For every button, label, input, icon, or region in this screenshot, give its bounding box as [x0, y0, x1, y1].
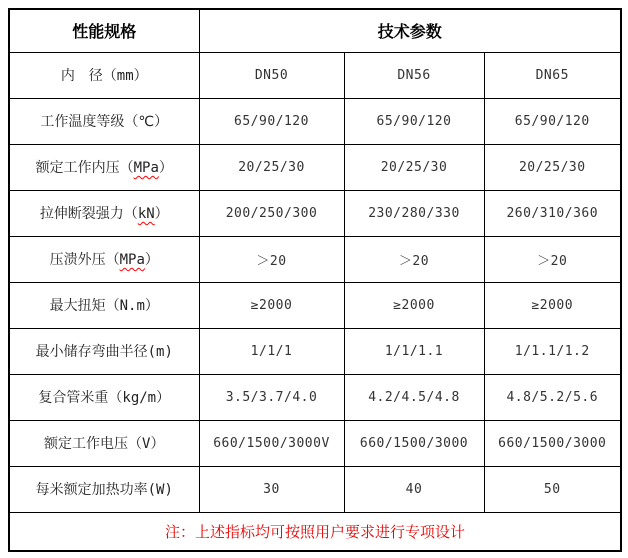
value-dn56: 230/280/330 — [344, 190, 484, 236]
value-dn56: 40 — [344, 466, 484, 512]
value-dn56: 4.2/4.5/4.8 — [344, 374, 484, 420]
value-dn56: 20/25/30 — [344, 144, 484, 190]
value-dn50: 200/250/300 — [199, 190, 344, 236]
table-header-row — [9, 9, 621, 52]
value-dn50: ＞20 — [199, 236, 344, 282]
unit-with-spellcheck-underline: MPa — [133, 160, 159, 176]
value-dn65: DN65 — [484, 52, 621, 98]
row-label: 最大扭矩（N.m） — [9, 282, 199, 328]
table-row-tensile-break-strength — [9, 190, 621, 236]
value-dn50: ≥2000 — [199, 282, 344, 328]
row-label: 内 径（mm） — [9, 52, 199, 98]
value-dn56: 660/1500/3000 — [344, 420, 484, 466]
label-text: ） — [144, 252, 159, 268]
table-row-rated-voltage — [9, 420, 621, 466]
value-dn65: 260/310/360 — [484, 190, 621, 236]
table-row-crush-pressure — [9, 236, 621, 282]
row-label — [9, 190, 199, 236]
value-dn50: 30 — [199, 466, 344, 512]
value-dn65: 65/90/120 — [484, 98, 621, 144]
value-dn65: 50 — [484, 466, 621, 512]
note-text: 注：上述指标均可按照用户要求进行专项设计 — [9, 512, 621, 551]
value-dn56: ≥2000 — [344, 282, 484, 328]
label-text: ） — [158, 160, 173, 176]
row-label: 最小储存弯曲半径(m) — [9, 328, 199, 374]
label-text: ） — [154, 206, 169, 222]
unit-with-spellcheck-underline: MPa — [119, 252, 145, 268]
table-row-rated-internal-pressure — [9, 144, 621, 190]
value-dn56: DN56 — [344, 52, 484, 98]
value-dn65: 1/1.1/1.2 — [484, 328, 621, 374]
label-text: 额定工作内压（ — [35, 160, 134, 176]
value-dn65: 4.8/5.2/5.6 — [484, 374, 621, 420]
row-label: 工作温度等级（℃） — [9, 98, 199, 144]
value-dn50: 1/1/1 — [199, 328, 344, 374]
value-dn50: 20/25/30 — [199, 144, 344, 190]
row-label — [9, 144, 199, 190]
value-dn50: 660/1500/3000V — [199, 420, 344, 466]
table-row-inner-diameter — [9, 52, 621, 98]
table-row-min-storage-bend-radius — [9, 328, 621, 374]
row-label — [9, 236, 199, 282]
note-row — [9, 512, 621, 551]
table-row-max-torque — [9, 282, 621, 328]
label-text: 压溃外压（ — [49, 252, 120, 268]
value-dn50: DN50 — [199, 52, 344, 98]
value-dn56: ＞20 — [344, 236, 484, 282]
value-dn65: 660/1500/3000 — [484, 420, 621, 466]
label-text: 拉伸断裂强力（ — [39, 206, 138, 222]
row-label: 每米额定加热功率(W) — [9, 466, 199, 512]
value-dn65: 20/25/30 — [484, 144, 621, 190]
header-performance-spec: 性能规格 — [9, 9, 199, 52]
row-label: 额定工作电压（V） — [9, 420, 199, 466]
value-dn65: ＞20 — [484, 236, 621, 282]
header-technical-params: 技术参数 — [199, 9, 621, 52]
value-dn56: 65/90/120 — [344, 98, 484, 144]
value-dn50: 65/90/120 — [199, 98, 344, 144]
table-row-working-temp — [9, 98, 621, 144]
unit-with-spellcheck-underline: kN — [137, 206, 155, 222]
row-label: 复合管米重（kg/m） — [9, 374, 199, 420]
table-row-weight-per-meter — [9, 374, 621, 420]
value-dn65: ≥2000 — [484, 282, 621, 328]
spec-table — [8, 8, 622, 552]
value-dn56: 1/1/1.1 — [344, 328, 484, 374]
value-dn50: 3.5/3.7/4.0 — [199, 374, 344, 420]
table-row-heating-power-per-meter — [9, 466, 621, 512]
